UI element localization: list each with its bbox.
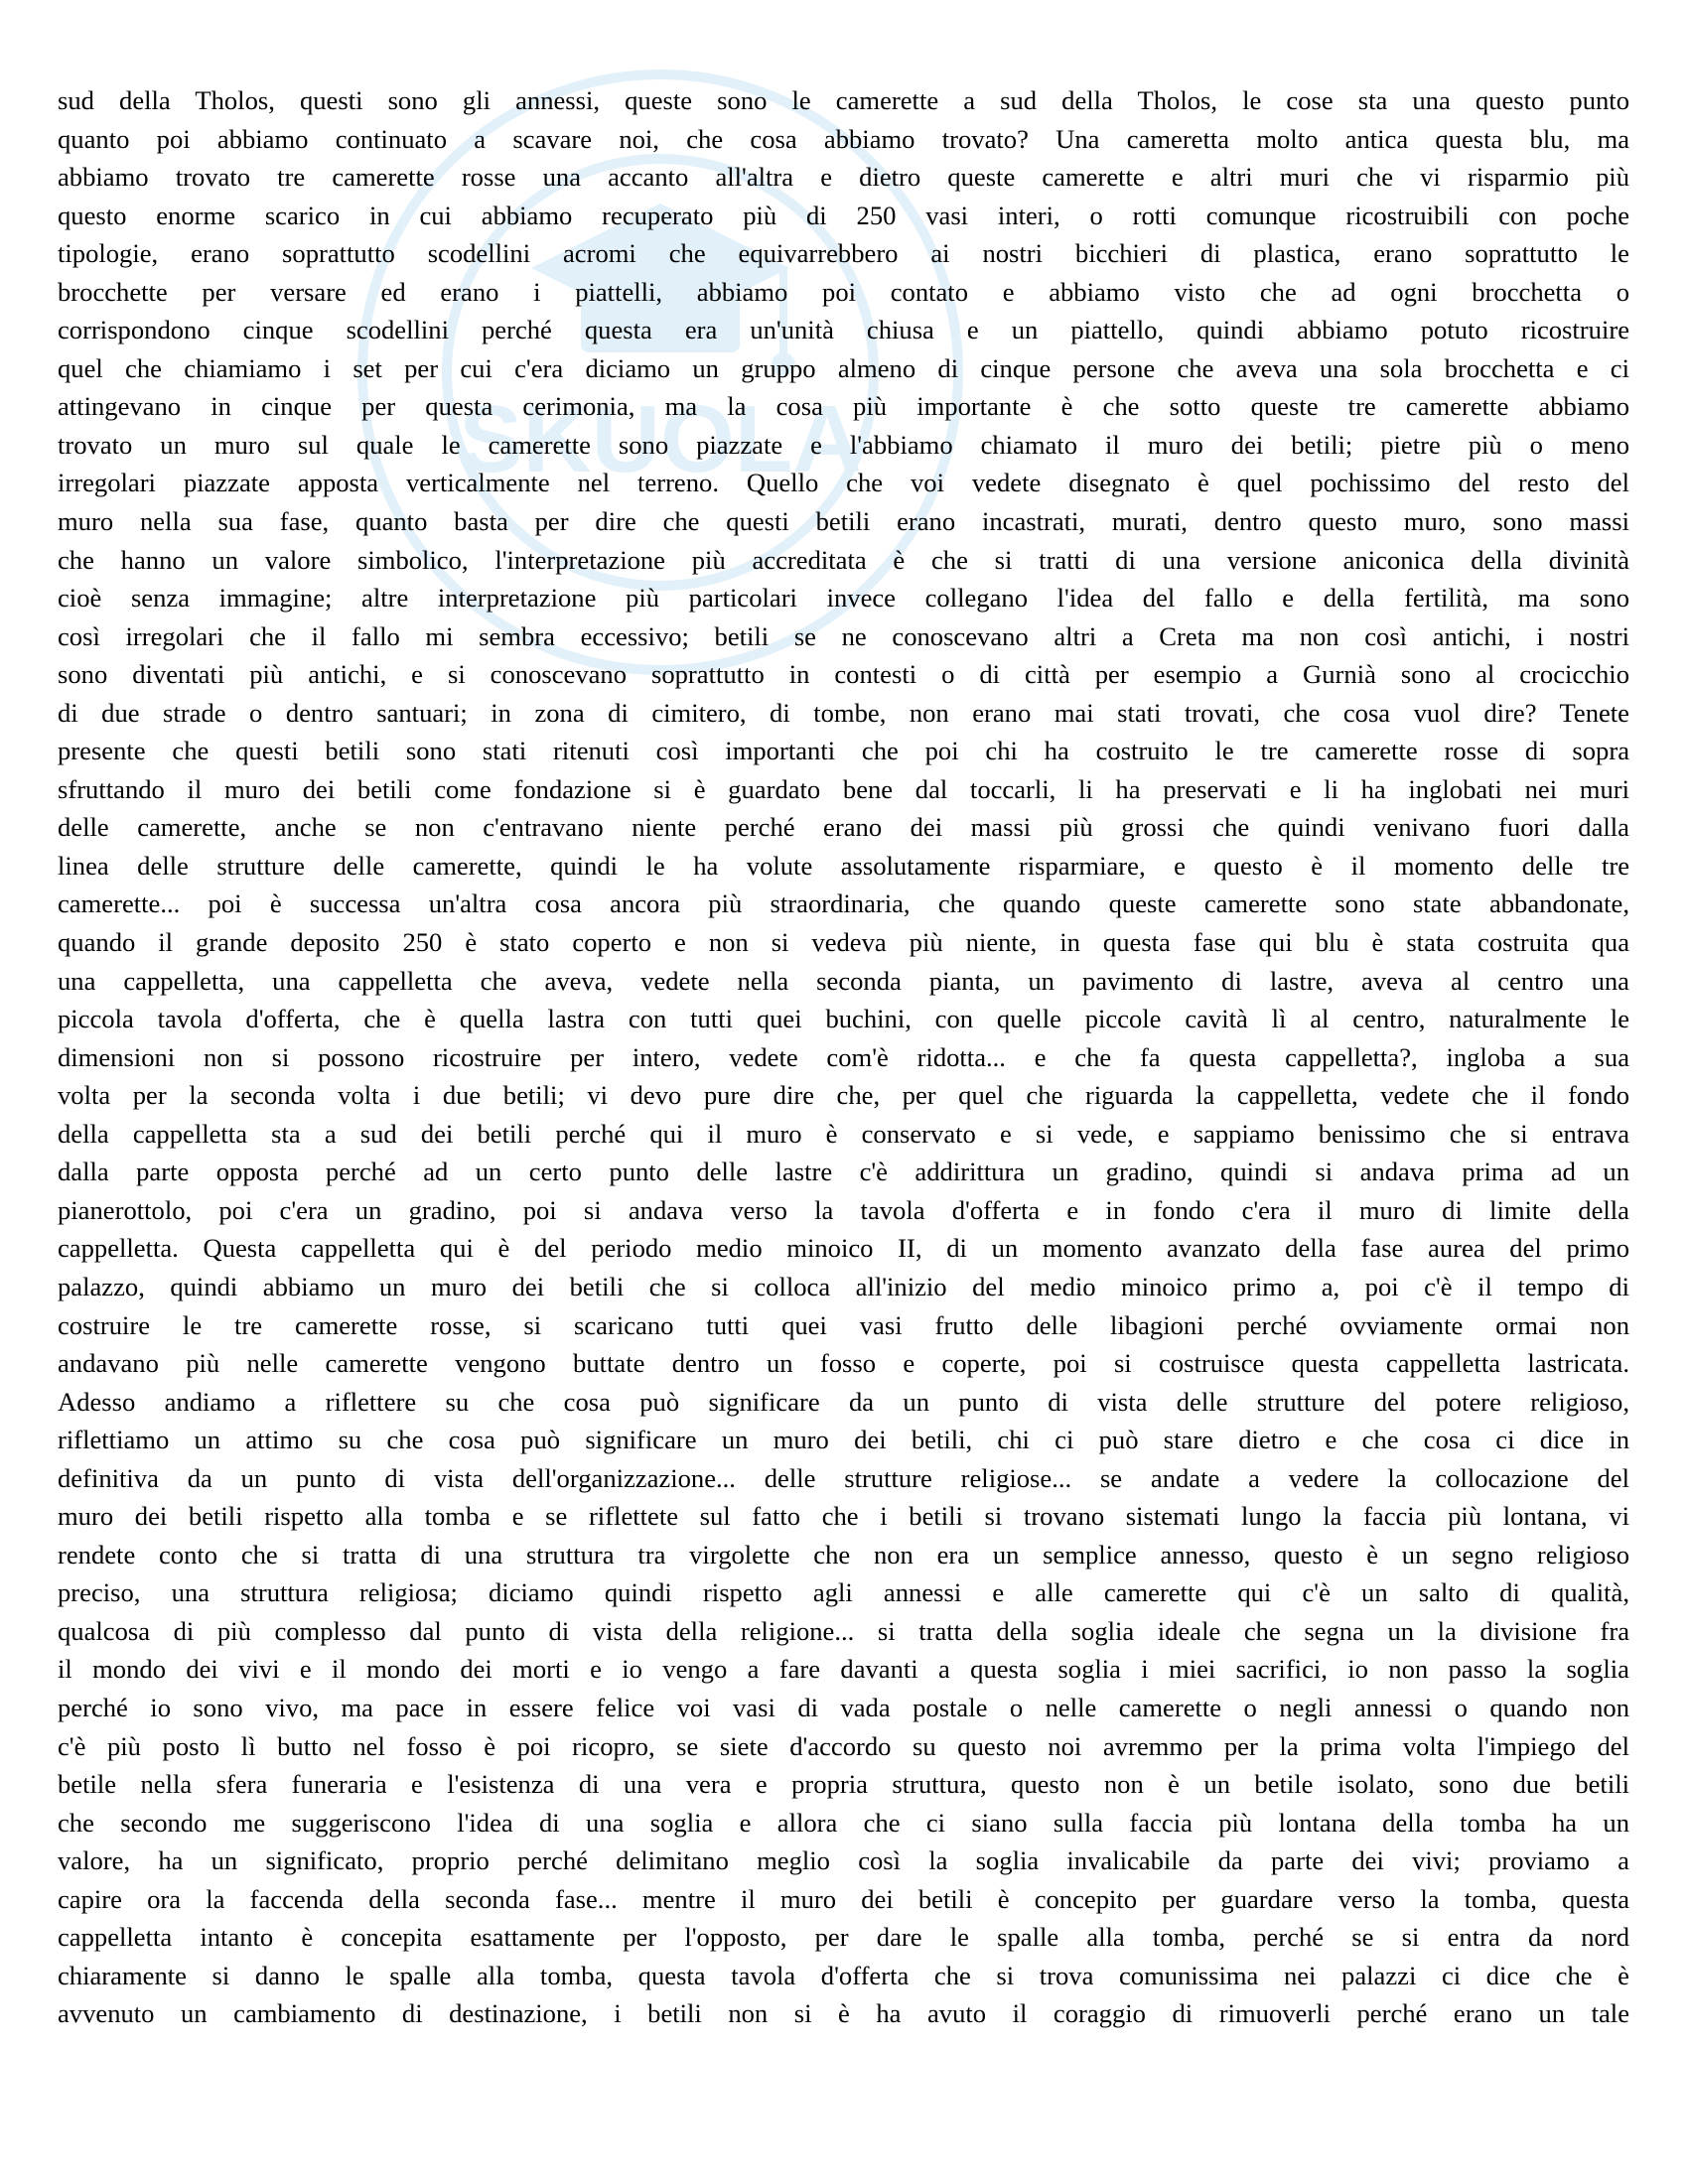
text-line: cioè senza immagine; altre interpretazione più particolari invece collegano l'idea del fallo e della fertilità, ma sono (58, 583, 1629, 614)
text-line: cappelletta intanto è concepita esattamente per l'opposto, per dare le spalle alla tomba, perché se si entra da nord (58, 1922, 1629, 1953)
text-line: il mondo dei vivi e il mondo dei morti e io vengo a fare davanti a questa soglia i miei sacrifici, io non passo la soglia (58, 1654, 1629, 1685)
text-line: sfruttando il muro dei betili come fondazione si è guardato bene dal toccarli, li ha preservati e li ha inglobati nei muri (58, 773, 1629, 804)
text-line: betile nella sfera funeraria e l'esistenza di una vera e propria struttura, questo non è un betile isolato, sono due betili (58, 1769, 1629, 1800)
text-line: irregolari piazzate apposta verticalmente nel terreno. Quello che voi vedete disegnato è quel pochissimo del resto del (58, 468, 1629, 498)
text-line: qualcosa di più complesso dal punto di vista della religione... si tratta della soglia ideale che segna un la divisione fra (58, 1615, 1629, 1646)
text-line: pianerottolo, poi c'era un gradino, poi si andava verso la tavola d'offerta e in fondo c'era il muro di limite della (58, 1194, 1629, 1225)
text-line: definitiva da un punto di vista dell'organizzazione... delle strutture religiose... se andate a vedere la collocazione del (58, 1462, 1629, 1493)
text-line: costruire le tre camerette rosse, si scaricano tutti quei vasi frutto delle libagioni perché ovviamente ormai non (58, 1309, 1629, 1340)
text-line: presente che questi betili sono stati ritenuti così importanti che poi chi ha costruito le tre camerette rosse di sopra (58, 736, 1629, 766)
text-line: piccola tavola d'offerta, che è quella lastra con tutti quei buchini, con quelle piccole cavità lì al centro, naturalmente le (58, 1004, 1629, 1034)
text-line: delle camerette, anche se non c'entravano niente perché erano dei massi più grossi che quindi venivano fuori dalla (58, 812, 1629, 843)
text-line: valore, ha un significato, proprio perché delimitano meglio così la soglia invalicabile da parte dei vivi; proviamo a (58, 1845, 1629, 1876)
text-line: attingevano in cinque per questa cerimonia, ma la cosa più importante è che sotto queste tre camerette abbiamo (58, 391, 1629, 422)
text-line: preciso, una struttura religiosa; diciamo quindi rispetto agli annessi e alle camerette qui c'è un salto di qualità, (58, 1577, 1629, 1608)
text-line: tipologie, erano soprattutto scodellini acromi che equivarrebbero ai nostri bicchieri di plastica, erano soprattutto le (58, 238, 1629, 269)
text-line: avvenuto un cambiamento di destinazione, i betili non si è ha avuto il coraggio di rimuoverli perché erano un tale (58, 1998, 1629, 2029)
text-line: della cappelletta sta a sud dei betili perché qui il muro è conservato e si vede, e sappiamo benissimo che si entrava (58, 1118, 1629, 1149)
text-line: chiaramente si danno le spalle alla tomba, questa tavola d'offerta che si trova comunissima nei palazzi ci dice che è (58, 1960, 1629, 1990)
text-line: camerette... poi è successa un'altra cosa ancora più straordinaria, che quando queste camerette sono state abbandonate, (58, 888, 1629, 919)
text-line: così irregolari che il fallo mi sembra eccessivo; betili se ne conoscevano altri a Creta ma non così antichi, i nostri (58, 620, 1629, 651)
text-line: linea delle strutture delle camerette, quindi le ha volute assolutamente risparmiare, e questo è il momento delle tre (58, 850, 1629, 881)
text-line: riflettiamo un attimo su che cosa può significare un muro dei betili, chi ci può stare dietro e che cosa ci dice in (58, 1425, 1629, 1455)
text-line: che hanno un valore simbolico, l'interpretazione più accreditata è che si tratti di una versione aniconica della divinità (58, 544, 1629, 575)
text-line: cappelletta. Questa cappelletta qui è del periodo medio minoico II, di un momento avanzato della fase aurea del primo (58, 1233, 1629, 1264)
text-line: una cappelletta, una cappelletta che aveva, vedete nella seconda pianta, un pavimento di lastre, aveva al centro una (58, 965, 1629, 996)
text-line: muro dei betili rispetto alla tomba e se riflettete sul fatto che i betili si trovano sistemati lungo la faccia più lontana, vi (58, 1501, 1629, 1532)
text-line: sud della Tholos, questi sono gli annessi, queste sono le camerette a sud della Tholos, le cose sta una questo punto (58, 85, 1629, 115)
text-line: che secondo me suggeriscono l'idea di una soglia e allora che ci siano sulla faccia più lontana della tomba ha un (58, 1807, 1629, 1838)
text-line: sono diventati più antichi, e si conoscevano soprattutto in contesti o di città per esempio a Gurnià sono al crocicchio (58, 659, 1629, 690)
svg-text:SKUOLA: SKUOLA (459, 386, 862, 492)
body-paragraph (58, 81, 1629, 2033)
text-line: dalla parte opposta perché ad un certo punto delle lastre c'è addirittura un gradino, quindi si andava prima ad un (58, 1157, 1629, 1187)
text-line: rendete conto che si tratta di una struttura tra virgolette che non era un semplice annesso, questo è un segno religioso (58, 1539, 1629, 1570)
text-line: quando il grande deposito 250 è stato coperto e non si vedeva più niente, in questa fase qui blu è stata costruita qua (58, 927, 1629, 958)
text-line: Adesso andiamo a riflettere su che cosa può significare da un punto di vista delle strutture del potere religioso, (58, 1386, 1629, 1417)
text-line: perché io sono vivo, ma pace in essere felice voi vasi di vada postale o nelle camerette o negli annessi o quando non (58, 1692, 1629, 1722)
text-line: abbiamo trovato tre camerette rosse una accanto all'altra e dietro queste camerette e altri muri che vi risparmio più (58, 162, 1629, 193)
text-line: brocchette per versare ed erano i piattelli, abbiamo poi contato e abbiamo visto che ad ogni brocchetta o (58, 276, 1629, 307)
text-line: trovato un muro sul quale le camerette sono piazzate e l'abbiamo chiamato il muro dei betili; pietre più o meno (58, 429, 1629, 460)
text-line: c'è più posto lì butto nel fosso è poi ricopro, se siete d'accordo su questo noi avremmo per la prima volta l'impiego del (58, 1730, 1629, 1761)
text-line: volta per la seconda volta i due betili; vi devo pure dire che, per quel che riguarda la cappelletta, vedete che il fondo (58, 1080, 1629, 1111)
text-line: capire ora la faccenda della seconda fase... mentre il muro dei betili è concepito per guardare verso la tomba, questa (58, 1883, 1629, 1914)
text-line: questo enorme scarico in cui abbiamo recuperato più di 250 vasi interi, o rotti comunque ricostruibili con poche (58, 200, 1629, 230)
text-line: palazzo, quindi abbiamo un muro dei betili che si colloca all'inizio del medio minoico primo a, poi c'è il tempo di (58, 1271, 1629, 1301)
text-line: muro nella sua fase, quanto basta per dire che questi betili erano incastrati, murati, dentro questo muro, sono massi (58, 506, 1629, 537)
text-line: dimensioni non si possono ricostruire per intero, vedete com'è ridotta... e che fa questa cappelletta?, ingloba a sua (58, 1041, 1629, 1072)
text-line: quanto poi abbiamo continuato a scavare noi, che cosa abbiamo trovato? Una cameretta molto antica questa blu, ma (58, 123, 1629, 154)
text-line: andavano più nelle camerette vengono buttate dentro un fosso e coperte, poi si costruisce questa cappelletta lastricata. (58, 1348, 1629, 1379)
text-line: corrispondono cinque scodellini perché questa era un'unità chiusa e un piattello, quindi abbiamo potuto ricostruire (58, 315, 1629, 345)
text-line: di due strade o dentro santuari; in zona di cimitero, di tombe, non erano mai stati trovati, che cosa vuol dire? Tenete (58, 697, 1629, 728)
text-line: quel che chiamiamo i set per cui c'era diciamo un gruppo almeno di cinque persone che aveva una sola brocchetta e ci (58, 352, 1629, 383)
